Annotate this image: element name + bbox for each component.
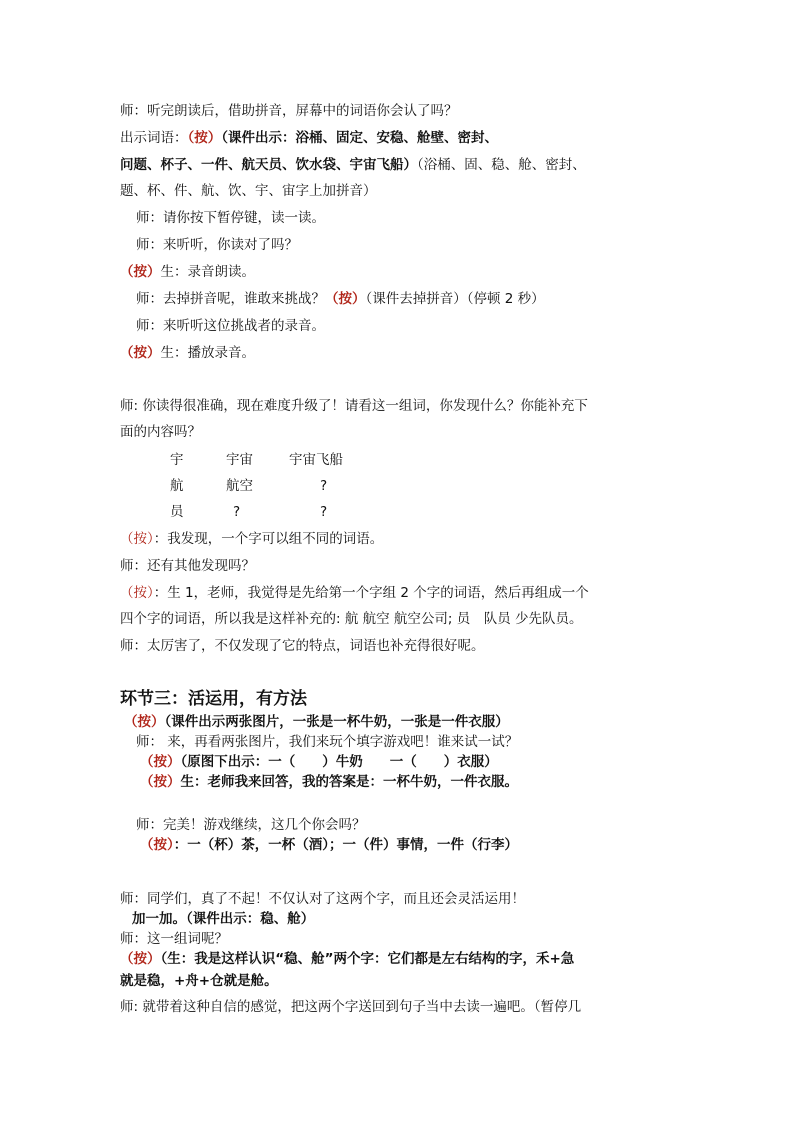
courseware-line: 加一加。（课件出示：稳、舱） [132,911,315,927]
teacher-line: 师: 就带着这种自信的感觉，把这两个字送回到句子当中去读一遍吧。（暂停几 [120,999,582,1015]
student-line: （按）：生 1，老师，我觉得是先给第一个字组 2 个字的词语，然后再组成一个 [120,585,589,601]
grid-cell: 宇 [170,452,184,468]
teacher-line: 师：来听听这位挑战者的录音。 [136,318,325,334]
press-marker: （按） [140,774,181,790]
press-marker: （按） [120,531,154,547]
word-list-line: 问题、杯子、一件、航天员、饮水袋、宇宙飞船）（浴桶、固、稳、舱、密封、 [120,157,586,173]
grid-cell: ? [233,504,241,520]
student-line: （按）生：录音朗读。 [120,264,255,280]
grid-cell: 航空 [226,478,253,494]
answer-line: （按）：一（杯）茶，一杯（酒）；一（件）事情，一件（行李） [140,837,518,853]
section-heading: 环节三：活运用，有方法 [120,689,307,709]
grid-cell: 员 [170,504,184,520]
teacher-line: 师：太厉害了，不仅发现了它的特点，词语也补充得很好呢。 [120,638,485,654]
student-line: （按）（生：我是这样认识“稳、舱”两个字：它们都是左右结构的字，禾+急 [120,951,575,967]
teacher-line: 师： 来，再看两张图片，我们来玩个填字游戏吧！谁来试一试？ [136,734,519,750]
student-line-cont: 四个字的词语，所以我是这样补充的: 航 航空 航空公司; 员 队员 少先队员。 [120,611,583,627]
press-marker: （按） [124,714,165,730]
press-marker: （按） [140,754,181,770]
grid-cell: 航 [170,478,184,494]
teacher-line: 师: 你读得很准确，现在难度升级了！请看这一组词，你发现什么？你能补充下 [120,398,588,414]
press-marker: （按） [120,264,161,280]
student-line: （按）：我发现，一个字可以组不同的词语。 [120,531,384,547]
teacher-line: 师：来听听，你读对了吗？ [136,237,298,253]
press-marker: （按） [325,291,366,307]
student-line-cont: 就是稳，+舟+仓就是舱。 [120,973,278,989]
word-grid [120,451,420,521]
courseware-line: （按）（原图下出示：一（ ）牛奶 一（ ）衣服） [140,754,498,770]
grid-cell: ? [320,478,328,494]
pinyin-note: 题、杯、件、航、饮、宇、宙字上加拼音） [120,183,377,199]
press-marker: （按） [140,837,174,853]
press-marker: （按） [120,585,154,601]
teacher-line: 师：请你按下暂停键，读一读。 [136,210,325,226]
teacher-line: 师：听完朗读后，借助拼音，屏幕中的词语你会认了吗？ [120,103,458,119]
student-line: （按）生：播放录音。 [120,345,255,361]
press-marker: （按） [120,345,161,361]
teacher-line: 师：这一组词呢？ [120,931,228,947]
grid-cell: 宇宙 [226,452,253,468]
grid-cell: 宇宙飞船 [289,452,343,468]
teacher-line: 师：去掉拼音呢，谁敢来挑战？（按）（课件去掉拼音）（停顿 2 秒） [136,291,545,307]
teacher-line: 师：完美！游戏继续，这几个你会吗？ [136,817,366,833]
press-marker: （按） [187,130,222,146]
teacher-line: 师：还有其他发现吗？ [120,558,255,574]
grid-cell: ? [320,504,328,520]
teacher-line: 师：同学们，真了不起！不仅认对了这两个字，而且还会灵活运用！ [120,891,525,907]
show-words-line: 出示词语：（按）（课件出示：浴桶、固定、安稳、舱壁、密封、 [120,130,498,146]
press-marker: （按） [120,951,161,967]
courseware-line: （按）（课件出示两张图片，一张是一杯牛奶，一张是一件衣服） [124,714,509,730]
teacher-line-cont: 面的内容吗？ [120,424,201,440]
student-line: （按）生：老师我来回答，我的答案是：一杯牛奶，一件衣服。 [140,774,518,790]
